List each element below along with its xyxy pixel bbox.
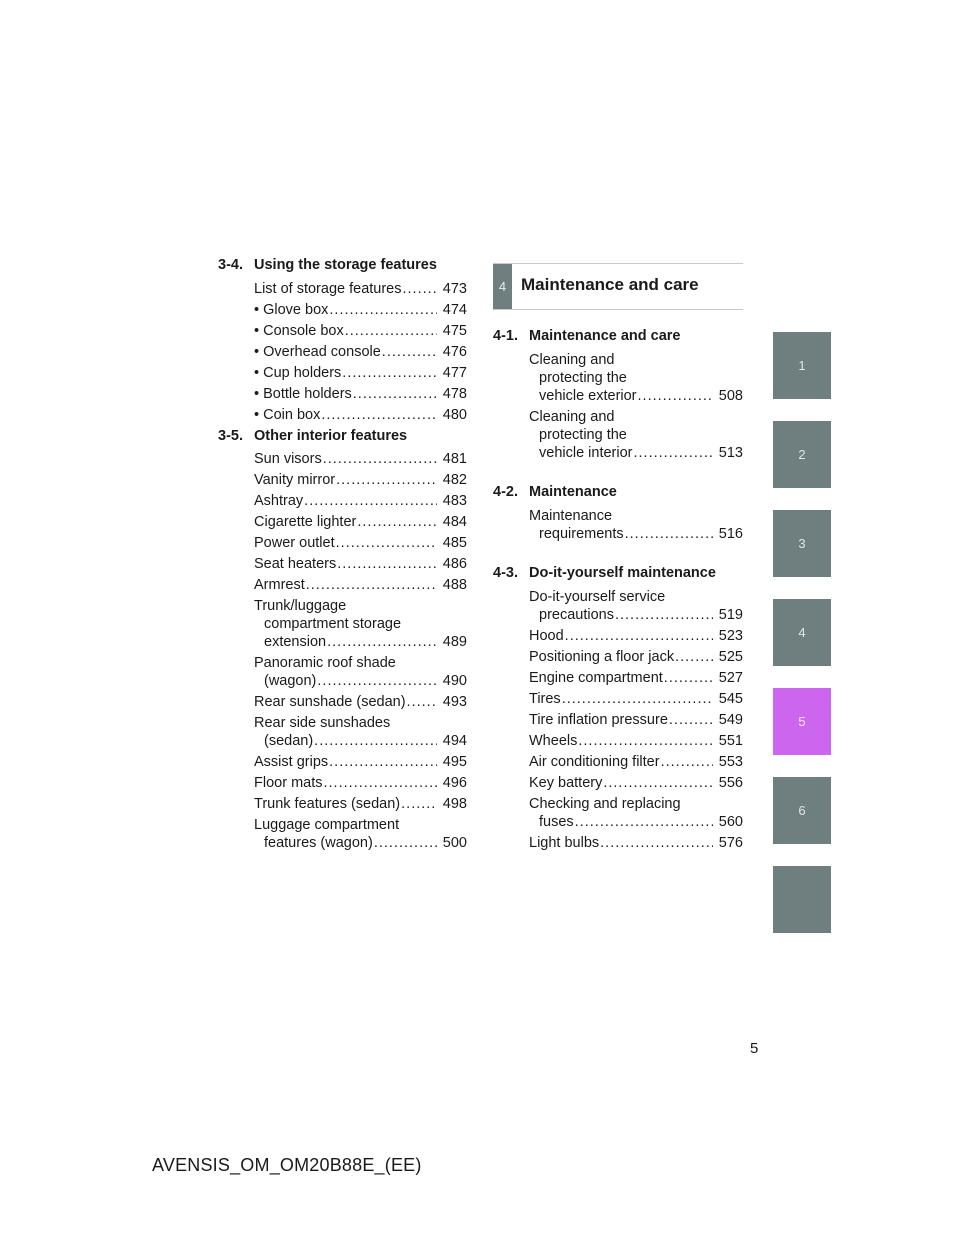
toc-page-number: 523 [718,628,743,644]
toc-page-number: 489 [442,634,467,650]
toc-entry[interactable] [254,597,467,651]
section-title: Using the storage features [254,257,437,273]
section-heading [493,328,743,344]
toc-page-number: 556 [718,775,743,791]
dot-leader [345,322,437,340]
toc-entry-text: (sedan) [264,733,314,749]
dot-leader [317,672,437,690]
dot-leader [321,406,437,424]
dot-leader [600,834,713,852]
section-number: 4-3. [493,565,518,581]
dot-leader [603,774,713,792]
section-number: 3-5. [218,428,243,444]
toc-page-number: 525 [718,649,743,665]
section-heading [218,257,467,273]
page-number: 5 [750,1040,759,1057]
toc-entry[interactable] [529,753,743,771]
toc-entry-text: • Glove box [254,302,329,318]
dot-leader [327,633,437,651]
toc-entry-text: Tire inflation pressure [529,712,668,728]
dot-leader [669,711,713,729]
toc-page-number: 478 [442,386,467,402]
toc-entry-text: vehicle exterior [539,388,637,404]
section-heading [218,428,467,444]
toc-entry-text: precautions [539,607,614,623]
toc-entry[interactable] [529,690,743,708]
toc-entry[interactable] [254,385,467,403]
dot-leader [353,385,437,403]
toc-entry-text: • Cup holders [254,365,342,381]
toc-page-number: 486 [442,556,467,572]
toc-entry-text: fuses [539,814,574,830]
toc-entry-text: Positioning a floor jack [529,649,675,665]
toc-entry[interactable] [529,732,743,750]
toc-entry[interactable] [254,816,467,852]
dot-leader [329,301,437,319]
toc-page-number: 500 [442,835,467,851]
toc-page-number: 545 [718,691,743,707]
section-number: 4-1. [493,328,518,344]
dot-leader [306,576,437,594]
section-title: Maintenance and care [529,328,681,344]
toc-list [529,588,743,855]
toc-entry-text: Cigarette lighter [254,514,357,530]
dot-leader [634,444,714,462]
dot-leader [565,627,713,645]
toc-entry[interactable] [529,834,743,852]
dot-leader [324,774,438,792]
chapter-tab-3[interactable]: 3 [773,510,831,577]
section-heading [493,565,743,581]
toc-entry-text: (wagon) [264,673,317,689]
toc-page-number: 485 [442,535,467,551]
toc-entry[interactable] [529,627,743,645]
toc-entry[interactable] [529,507,743,543]
toc-entry-text: Armrest [254,577,305,593]
chapter-tab-6[interactable]: 6 [773,777,831,844]
toc-entry[interactable] [529,669,743,687]
toc-entry[interactable] [529,408,743,462]
dot-leader [575,813,713,831]
toc-page-number: 553 [718,754,743,770]
toc-page-number: 490 [442,673,467,689]
toc-entry-text: • Overhead console [254,344,381,360]
toc-entry[interactable] [529,795,743,831]
toc-page-number: 498 [442,796,467,812]
section-heading [493,484,743,500]
toc-entry-text: Sun visors [254,451,322,467]
toc-page-number: 474 [442,302,467,318]
dot-leader [304,492,437,510]
toc-page-number: 519 [718,607,743,623]
toc-entry-text: Tires [529,691,561,707]
toc-entry[interactable] [529,648,743,666]
dot-leader [342,364,437,382]
toc-entry-text: Key battery [529,775,603,791]
toc-entry-text: Hood [529,628,564,644]
toc-entry-text: Cleaning and [529,409,615,425]
toc-entry[interactable] [254,322,467,340]
toc-list [254,280,467,427]
toc-entry-text: Trunk/luggage [254,598,347,614]
section-number: 4-2. [493,484,518,500]
chapter-header [493,263,743,310]
toc-entry[interactable] [254,654,467,690]
dot-leader [336,534,437,552]
toc-entry-text: Wheels [529,733,578,749]
dot-leader [314,732,437,750]
chapter-tab-4[interactable]: 4 [773,599,831,666]
toc-page-number: 480 [442,407,467,423]
dot-leader [403,280,438,298]
toc-page-number: 516 [718,526,743,542]
toc-entry[interactable] [529,774,743,792]
toc-entry[interactable] [254,714,467,750]
toc-entry-text: Panoramic roof shade [254,655,396,671]
chapter-tab-5[interactable]: 5 [773,688,831,755]
toc-entry[interactable] [254,693,467,711]
toc-entry-text: Assist grips [254,754,329,770]
chapter-tab-index[interactable] [773,866,831,933]
toc-page-number: 576 [718,835,743,851]
toc-entry-text: protecting the [539,370,627,386]
toc-page-number: 549 [718,712,743,728]
toc-entry-text: • Coin box [254,407,321,423]
toc-entry[interactable] [254,406,467,424]
section-number: 3-4. [218,257,243,273]
toc-page-number: 495 [442,754,467,770]
dot-leader [661,753,713,771]
chapter-tab: 4 [493,264,512,309]
toc-page-number: 493 [442,694,467,710]
dot-leader [323,450,437,468]
dot-leader [401,795,437,813]
toc-entry-text: Rear side sunshades [254,715,391,731]
toc-page-number: 513 [718,445,743,461]
toc-entry-text: compartment storage [264,616,402,632]
toc-page-number: 508 [718,388,743,404]
toc-page-number: 477 [442,365,467,381]
toc-entry-text: Maintenance [529,508,613,524]
dot-leader [625,525,713,543]
toc-entry-text: Vanity mirror [254,472,336,488]
toc-entry[interactable] [254,555,467,573]
toc-entry[interactable] [254,513,467,531]
toc-entry-text: • Console box [254,323,344,339]
toc-page-number: 481 [442,451,467,467]
toc-page-number: 476 [442,344,467,360]
toc-entry[interactable] [529,711,743,729]
toc-entry[interactable] [254,795,467,813]
toc-entry[interactable] [254,534,467,552]
chapter-tab-1[interactable]: 1 [773,332,831,399]
toc-entry-text: Floor mats [254,775,323,791]
toc-list [529,507,743,546]
dot-leader [336,471,437,489]
toc-entry-text: Luggage compartment [254,817,400,833]
toc-entry-text: Trunk features (sedan) [254,796,401,812]
section-title: Other interior features [254,428,408,444]
section-title: Maintenance [529,484,617,500]
dot-leader [374,834,437,852]
toc-entry-text: protecting the [539,427,627,443]
toc-entry-text: Checking and replacing [529,796,681,812]
toc-entry[interactable] [254,301,467,319]
dot-leader [638,387,713,405]
toc-list [529,351,743,465]
toc-entry-text: vehicle interior [539,445,633,461]
toc-entry[interactable] [254,774,467,792]
dot-leader [664,669,713,687]
toc-entry-text: Seat heaters [254,556,337,572]
toc-page-number: 551 [718,733,743,749]
toc-entry-text: Ashtray [254,493,304,509]
chapter-tab-2[interactable]: 2 [773,421,831,488]
toc-entry[interactable] [254,364,467,382]
toc-entry-text: Rear sunshade (sedan) [254,694,406,710]
toc-page-number: 494 [442,733,467,749]
toc-page-number: 482 [442,472,467,488]
toc-entry[interactable] [254,280,467,298]
footer-code: AVENSIS_OM_OM20B88E_(EE) [152,1155,422,1175]
toc-entry[interactable] [254,753,467,771]
toc-entry-text: requirements [539,526,624,542]
toc-entry-text: Light bulbs [529,835,600,851]
toc-page-number: 560 [718,814,743,830]
chapter-title: Maintenance and care [521,275,699,294]
toc-entry[interactable] [254,492,467,510]
dot-leader [337,555,437,573]
dot-leader [407,693,437,711]
toc-entry[interactable] [254,343,467,361]
toc-entry-text: Air conditioning filter [529,754,660,770]
toc-entry-text: • Bottle holders [254,386,352,402]
dot-leader [578,732,713,750]
toc-page-number: 527 [718,670,743,686]
toc-entry-text: Do-it-yourself service [529,589,666,605]
dot-leader [357,513,437,531]
toc-entry-text: Engine compartment [529,670,663,686]
toc-entry[interactable] [254,450,467,468]
toc-entry[interactable] [254,576,467,594]
toc-list [254,450,467,855]
toc-entry-text: Power outlet [254,535,335,551]
toc-entry[interactable] [529,588,743,624]
toc-page-number: 483 [442,493,467,509]
dot-leader [329,753,437,771]
section-title: Do-it-yourself maintenance [529,565,716,581]
dot-leader [675,648,713,666]
toc-entry[interactable] [254,471,467,489]
dot-leader [615,606,713,624]
dot-leader [382,343,437,361]
toc-entry[interactable] [529,351,743,405]
toc-page-number: 473 [442,281,467,297]
toc-page-number: 484 [442,514,467,530]
toc-entry-text: Cleaning and [529,352,615,368]
toc-entry-text: extension [264,634,327,650]
dot-leader [562,690,713,708]
toc-page-number: 475 [442,323,467,339]
toc-entry-text: features (wagon) [264,835,373,851]
toc-page-number: 488 [442,577,467,593]
toc-page-number: 496 [442,775,467,791]
toc-entry-text: List of storage features [254,281,402,297]
